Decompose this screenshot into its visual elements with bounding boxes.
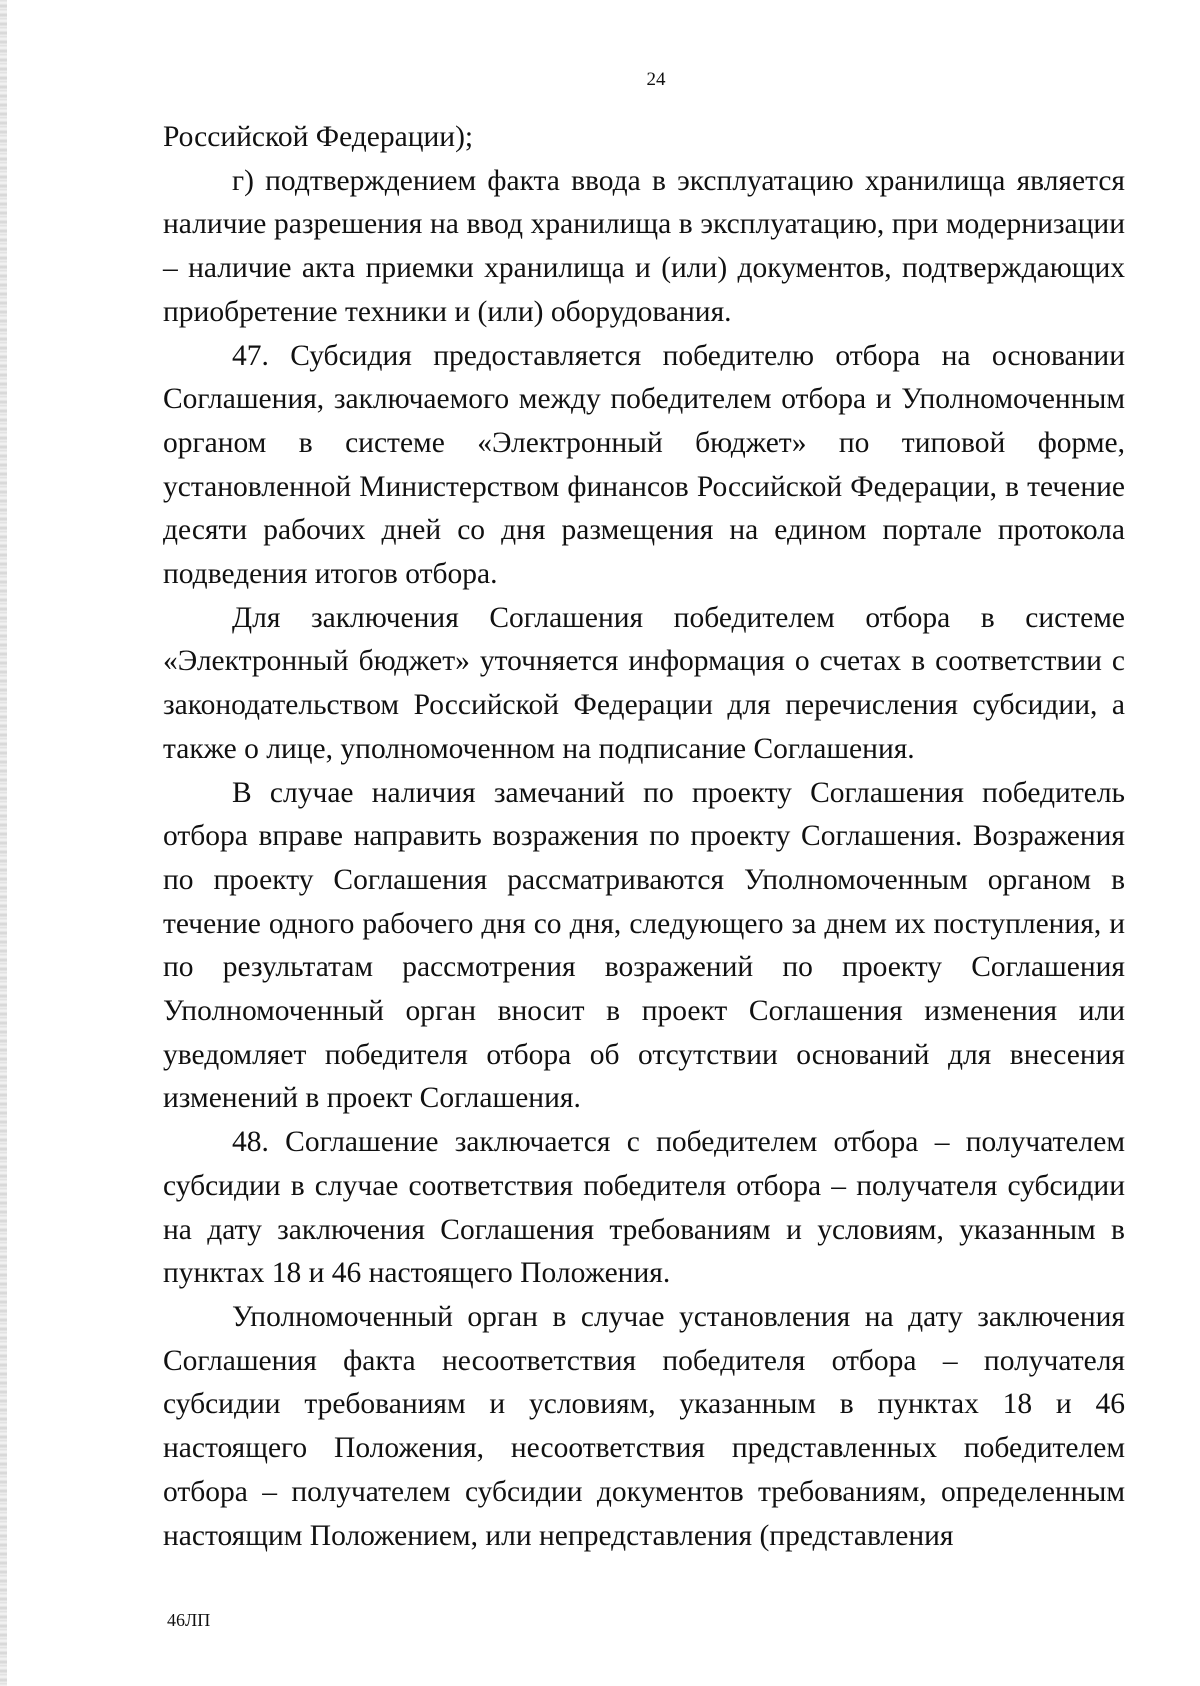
scan-edge <box>0 0 7 1686</box>
footer-document-code: 46ЛП <box>167 1610 211 1630</box>
paragraph-g: г) подтверждением факта ввода в эксплуатацию хранилища является наличие разрешения на ввод хранилища в эксплуатацию, при модернизации – наличие акта приемки хранилища и (или) документов, подтверждающих приобретение техники и (или) оборудования. <box>163 164 1125 328</box>
paragraph-agreement-conclusion: Для заключения Соглашения победителем отбора в системе «Электронный бюджет» уточняется информация о счетах в соответствии с законодательством Российской Федерации для перечисления субсидии, а также о лице, уполномоченном на подписание Соглашения. <box>163 601 1125 765</box>
paragraph-authorized-body: Уполномоченный орган в случае установления на дату заключения Соглашения факта несоответствия победителя отбора – получателя субсидии требованиям и условиям, указанным в пунктах 18 и 46 настоящего Положения, несоответствия представленных победителем отбора – получателем субсидии документов требованиям, определенным настоящим Положением, или непредставления (представления <box>163 1300 1125 1552</box>
paragraph-objections: В случае наличия замечаний по проекту Соглашения победитель отбора вправе направить возражения по проекту Соглашения. Возражения по проекту Соглашения рассматриваются Уполномоченным органом в течение одного рабочего дня со дня, следующего за днем их поступления, и по результатам рассмотрения возражений по проекту Соглашения Уполномоченный орган вносит в проект Соглашения изменения или уведомляет победителя отбора об отсутствии оснований для внесения изменений в проект Соглашения. <box>163 776 1125 1115</box>
page-number: 24 <box>646 69 666 90</box>
paragraph-48: 48. Соглашение заключается с победителем отбора – получателем субсидии в случае соответствия победителя отбора – получателя субсидии на дату заключения Соглашения требованиям и условиям, указанным в пунктах 18 и 46 настоящего Положения. <box>163 1126 1125 1290</box>
paragraph-47: 47. Субсидия предоставляется победителю отбора на основании Соглашения, заключаемого между победителем отбора и Уполномоченным органом в системе «Электронный бюджет» по типовой форме, установленной Министерством финансов Российской Федерации, в течение десяти рабочих дней со дня размещения на едином портале протокола подведения итогов отбора. <box>163 339 1125 591</box>
paragraph-continuation: Российской Федерации); <box>163 121 474 153</box>
document-body <box>163 116 1125 1558</box>
